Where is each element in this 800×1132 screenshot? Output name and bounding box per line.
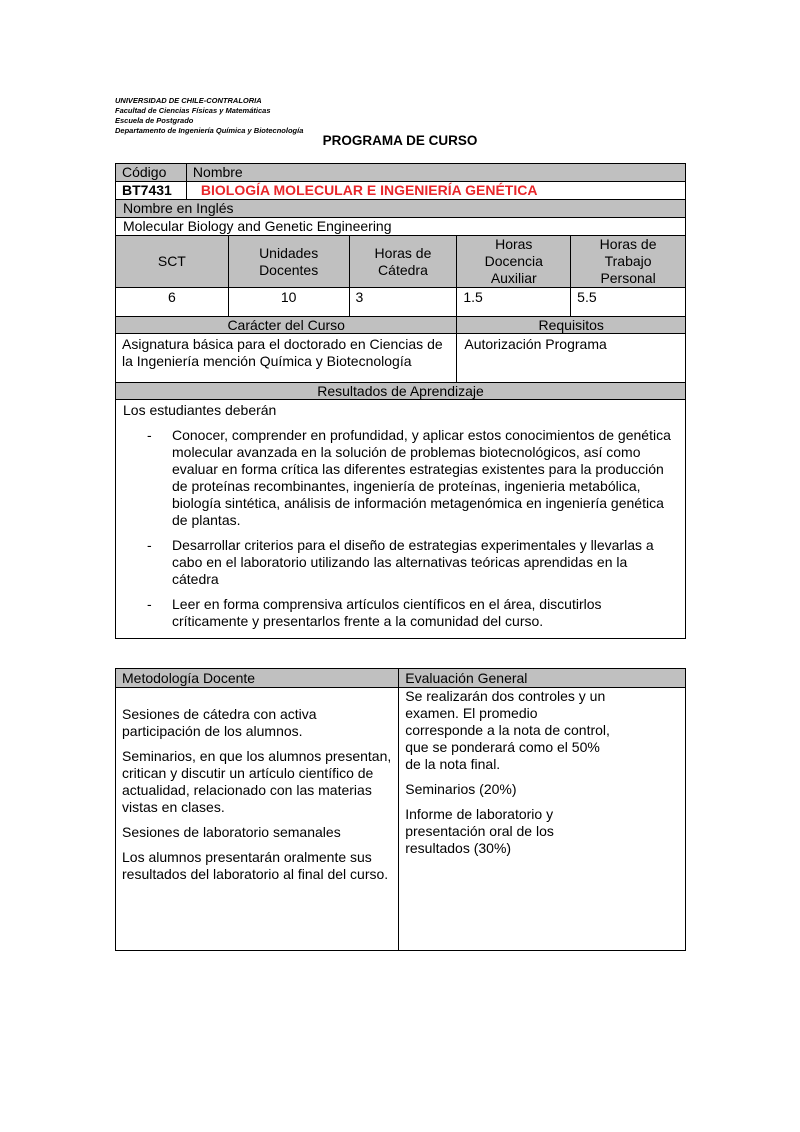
methodology-value-row: [116, 688, 686, 951]
methodology-evaluation-table: [115, 668, 686, 951]
character-label: Carácter del Curso: [116, 317, 457, 334]
english-label-row: [116, 200, 686, 218]
learning-item-3: Leer en forma comprensiva artículos científicos en el área, discutirlos críticamente y presentarlos frente a la comunidad del curso.: [172, 596, 602, 629]
institution-header: [115, 96, 303, 136]
requirements-value: Autorización Programa: [457, 334, 686, 383]
units-value-unidades: 10: [228, 288, 349, 317]
requirements-label: Requisitos: [457, 317, 686, 334]
evaluation-paragraph: Informe de laboratorio y presentación oral de los resultados (30%): [405, 806, 554, 856]
units-value-personal: 5.5: [571, 288, 686, 317]
units-header-catedra-text: Horas de Cátedra: [374, 244, 432, 278]
dash-bullet: -: [147, 596, 152, 612]
name-label: Nombre: [186, 164, 685, 182]
course-code: BT7431: [116, 182, 187, 200]
dash-bullet: -: [147, 537, 152, 553]
methodology-paragraph: Seminarios, en que los alumnos presentan, critican y discutir un artículo científico de actualidad, relacionado con las materias vistas en clases.: [122, 748, 392, 815]
units-value-sct: 6: [116, 288, 229, 317]
methodology-label: Metodología Docente: [116, 669, 399, 688]
units-value-auxiliar: 1.5: [457, 288, 571, 317]
university-line: UNIVERSIDAD DE CHILE-CONTRALORIA: [115, 96, 262, 105]
units-values-row: [116, 288, 686, 317]
units-header-catedra: [349, 236, 457, 288]
units-header-unidades-text: Unidades Docentes: [259, 244, 319, 278]
learning-item-2: Desarrollar criterios para el diseño de estrategias experimentales y llevarlas a cabo en el laboratorio utilizando las alternativas teóricas aprendidas en la cátedra: [172, 537, 654, 587]
units-header-sct: SCT: [116, 236, 229, 288]
learning-content: [116, 400, 686, 639]
learning-intro: Los estudiantes deberán: [123, 402, 277, 418]
evaluation-label: Evaluación General: [399, 669, 686, 688]
evaluation-content: [399, 688, 686, 951]
methodology-content: [116, 688, 399, 951]
units-header-personal: [571, 236, 686, 288]
code-label: Código: [116, 164, 187, 182]
units-header-personal-text: Horas de Trabajo Personal: [599, 236, 657, 286]
school-line: Escuela de Postgrado: [115, 116, 194, 125]
english-name: Molecular Biology and Genetic Engineering: [116, 218, 686, 236]
list-item: [123, 596, 679, 630]
units-header-row: [116, 236, 686, 288]
faculty-line: Facultad de Ciencias Físicas y Matemáticas: [115, 106, 271, 115]
english-name-label: Nombre en Inglés: [116, 200, 686, 218]
units-header-unidades: [228, 236, 349, 288]
units-value-catedra: 3: [349, 288, 457, 317]
methodology-paragraph: Sesiones de cátedra con activa participación de los alumnos.: [122, 706, 317, 739]
department-line: Departamento de Ingeniería Química y Biotecnología: [115, 126, 304, 135]
units-header-auxiliar-text: Horas Docencia Auxiliar: [484, 236, 543, 286]
learning-list: [123, 427, 679, 630]
list-item: [123, 427, 679, 529]
methodology-paragraph: Los alumnos presentarán oralmente sus resultados del laboratorio al final del curso.: [122, 849, 389, 882]
evaluation-paragraph: Se realizarán dos controles y un examen. El promedio corresponde a la nota de control, que se ponderará como el 50% de la nota final.: [405, 688, 610, 772]
methodology-paragraph: Sesiones de laboratorio semanales: [122, 824, 341, 840]
evaluation-paragraph: Seminarios (20%): [405, 781, 517, 797]
code-name-header-row: [116, 164, 686, 182]
course-info-table: [115, 163, 686, 639]
character-value: Asignatura básica para el doctorado en Ciencias de la Ingeniería mención Química y Biotecnología: [116, 334, 457, 383]
character-header-row: [116, 317, 686, 334]
learning-label: Resultados de Aprendizaje: [116, 383, 686, 400]
learning-value-row: [116, 400, 686, 639]
course-name: BIOLOGÍA MOLECULAR E INGENIERÍA GENÉTICA: [186, 182, 685, 200]
methodology-header-row: [116, 669, 686, 688]
units-header-auxiliar: [457, 236, 571, 288]
page-title: PROGRAMA DE CURSO: [322, 133, 478, 148]
dash-bullet: -: [147, 427, 152, 443]
learning-header-row: [116, 383, 686, 400]
code-name-row: [116, 182, 686, 200]
english-value-row: [116, 218, 686, 236]
list-item: [123, 537, 679, 588]
learning-item-1: Conocer, comprender en profundidad, y aplicar estos conocimientos de genética molecular avanzada en la solución de problemas biotecnológicos, así como evaluar en forma crítica las diferentes estrategias existentes para la producción de proteínas recombinantes, ingeniería de proteínas, ingenieria metabólica, biología sintética, análisis de información metagenómica en ingeniería genética de plantas.: [172, 427, 671, 528]
character-value-row: [116, 334, 686, 383]
